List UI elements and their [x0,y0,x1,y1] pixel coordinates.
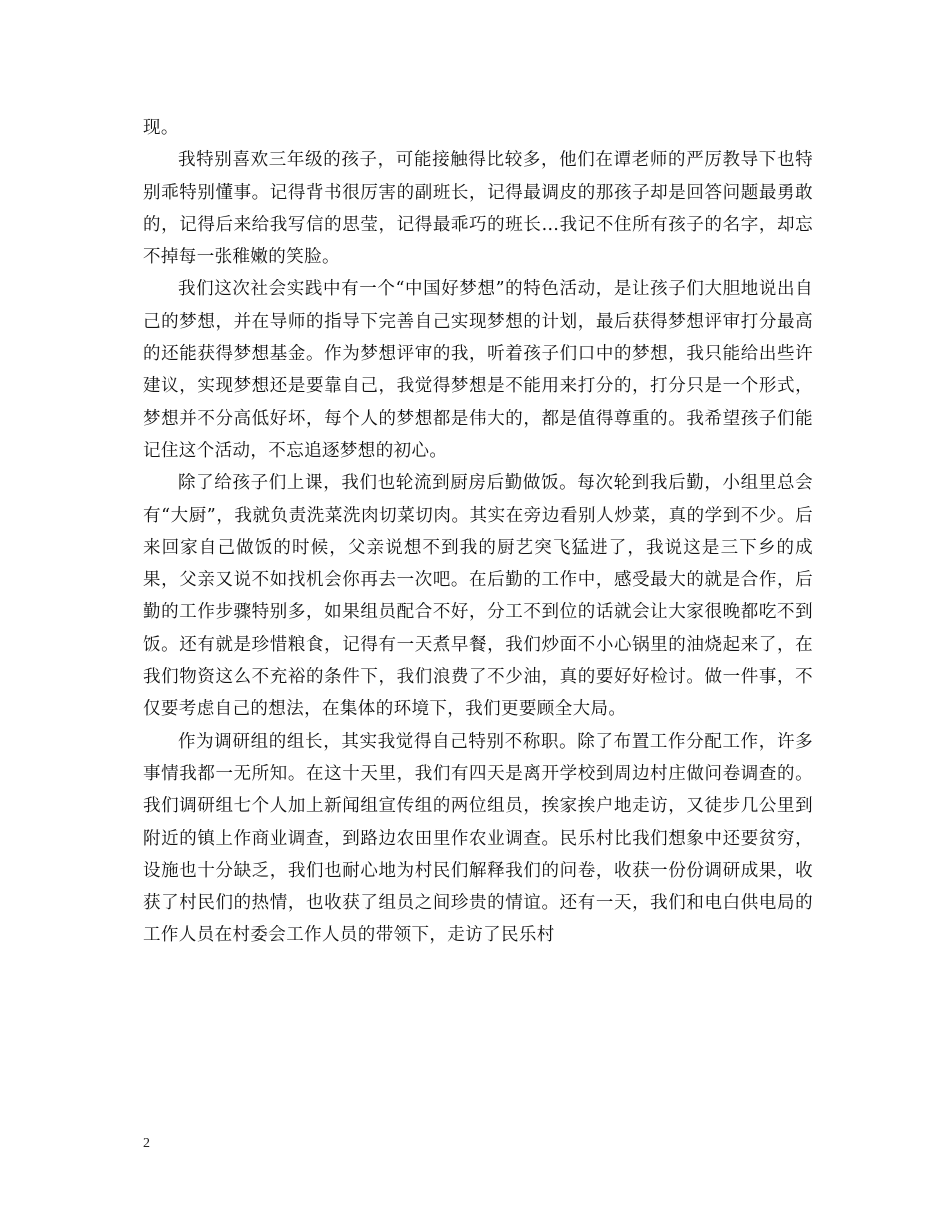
paragraph-research-group: 作为调研组的组长，其实我觉得自己特别不称职。除了布置工作分配工作，许多事情我都一无所知。在这十天里，我们有四天是离开学校到周边村庄做问卷调查的。我们调研组七个人加上新闻组宣传组的两位组员，挨家挨户地走访，又徒步几公里到附近的镇上作商业调查，到路边农田里作农业调查。民乐村比我们想象中还要贫穷，设施也十分缺乏，我们也耐心地为村民们解释我们的问卷，收获一份份调研成果，收获了村民们的热情，也收获了组员之间珍贵的情谊。还有一天，我们和电白供电局的工作人员在村委会工作人员的带领下，走访了民乐村 [143,731,813,946]
paragraph-third-grade-children: 我特别喜欢三年级的孩子，可能接触得比较多，他们在谭老师的严厉教导下也特别乖特别懂事。记得背书很厉害的副班长，记得最调皮的那孩子却是回答问题最勇敢的，记得后来给我写信的思莹，记得最乖巧的班长…我记不住所有孩子的名字，却忘不掉每一张稚嫩的笑脸。 [143,150,813,268]
paragraph-kitchen-duty: 除了给孩子们上课，我们也轮流到厨房后勤做饭。每次轮到我后勤，小组里总会有“大厨”，我就负责洗菜洗肉切菜切肉。其实在旁边看别人炒菜，真的学到不少。后来回家自己做饭的时候，父亲说想不到我的厨艺突飞猛进了，我说这是三下乡的成果，父亲又说不如找机会你再去一次吧。在后勤的工作中，感受最大的就是合作，后勤的工作步骤特别多，如果组员配合不好，分工不到位的话就会让大家很晚都吃不到饭。还有就是珍惜粮食，记得有一天煮早餐，我们炒面不小心锅里的油烧起来了，在我们物资这么不充裕的条件下，我们浪费了不少油，真的要好好检讨。做一件事，不仅要考虑自己的想法，在集体的环境下，我们更要顾全大局。 [143,473,813,720]
paragraph-dream-activity: 我们这次社会实践中有一个“中国好梦想”的特色活动，是让孩子们大胆地说出自己的梦想，并在导师的指导下完善自己实现梦想的计划，最后获得梦想评审打分最高的还能获得梦想基金。作为梦想评审的我，听着孩子们口中的梦想，我只能给出些许建议，实现梦想还是要靠自己，我觉得梦想是不能用来打分的，打分只是一个形式，梦想并不分高低好坏，每个人的梦想都是伟大的，都是值得尊重的。我希望孩子们能记住这个活动，不忘追逐梦想的初心。 [143,279,813,461]
page-number: 2 [143,1136,150,1151]
paragraph-continuation: 现。 [143,118,179,138]
document-body [143,112,813,952]
